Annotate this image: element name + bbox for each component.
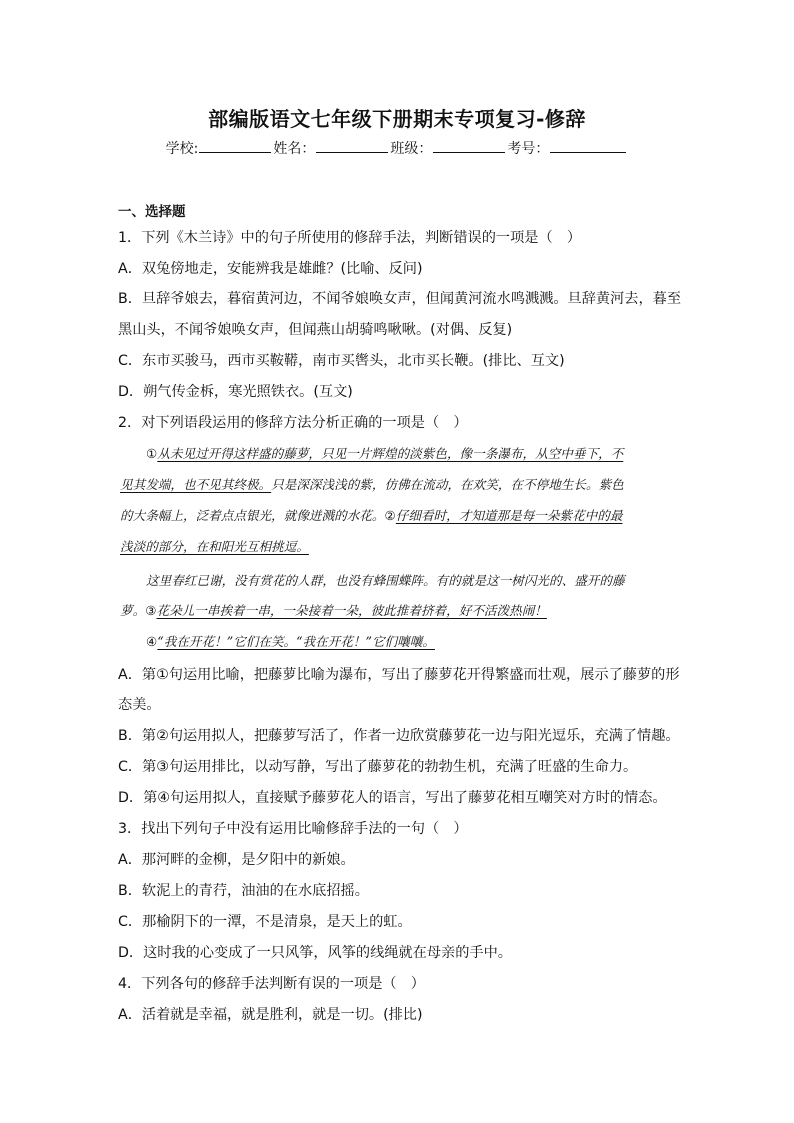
passage-line-5 bbox=[120, 571, 676, 591]
sentence-1-part2: 见其发端，也不见其终极。 bbox=[120, 477, 272, 492]
sentence-mark-4: ④ bbox=[146, 634, 158, 649]
sentence-mark-3: ③ bbox=[145, 603, 157, 618]
q2-stem: 2．对下列语段运用的修辞方法分析正确的一项是（ ） bbox=[118, 415, 468, 431]
passage-text-3: 的大条幅上，泛着点点银光，就像迸溅的水花。 bbox=[120, 508, 385, 523]
sentence-4: “我在开花！”它们在笑。“我在开花！”它们嚷嚷。 bbox=[157, 634, 435, 649]
passage-line-3 bbox=[120, 506, 676, 526]
passage-line-1 bbox=[120, 444, 676, 464]
q3-option-d: D．这时我的心变成了一只风筝，风筝的线绳就在母亲的手中。 bbox=[118, 945, 512, 961]
name-label: 姓名： bbox=[273, 141, 316, 157]
q2-option-a-line2: 态美。 bbox=[118, 697, 161, 713]
q4-stem: 4．下列各句的修辞手法判断有误的一项是（ ） bbox=[118, 976, 425, 992]
school-blank[interactable] bbox=[199, 138, 271, 153]
class-blank[interactable] bbox=[433, 138, 505, 153]
q2-option-b: B．第②句运用拟人，把藤萝写活了，作者一边欣赏藤萝花一边与阳光逗乐，充满了情趣。 bbox=[118, 728, 680, 744]
q2-option-d: D．第④句运用拟人，直接赋予藤萝花人的语言，写出了藤萝花相互嘲笑对方时的情态。 bbox=[118, 790, 667, 806]
q1-option-c: C．东市买骏马，西市买鞍鞯，南市买辔头，北市买长鞭。(排比、互文) bbox=[118, 353, 565, 369]
passage-line-7 bbox=[120, 632, 676, 652]
name-blank[interactable] bbox=[316, 138, 388, 153]
q3-option-b: B．软泥上的青荇，油油的在水底招摇。 bbox=[118, 883, 369, 899]
doc-title: 部编版语文七年级下册期末专项复习-修辞 bbox=[208, 107, 586, 131]
q1-option-a: A．双兔傍地走，安能辨我是雄雌？(比喻、反问) bbox=[118, 261, 423, 277]
passage-text-6: 萝。 bbox=[120, 603, 146, 618]
passage-line-6 bbox=[120, 601, 676, 621]
sentence-1-part1: 从未见过开得这样盛的藤萝，只见一片辉煌的淡紫色，像一条瀑布，从空中垂下，不 bbox=[157, 446, 624, 461]
sentence-mark-1: ① bbox=[146, 446, 158, 461]
q1-option-b-line2: 黑山头，不闻爷娘唤女声，但闻燕山胡骑鸣啾啾。(对偶、反复) bbox=[118, 322, 513, 338]
exam-no-blank[interactable] bbox=[550, 138, 626, 153]
school-label: 学校: bbox=[165, 141, 199, 157]
q4-option-a: A．活着就是幸福，就是胜利，就是一切。(排比) bbox=[118, 1007, 423, 1023]
q3-option-a: A．那河畔的金柳，是夕阳中的新娘。 bbox=[118, 852, 355, 868]
passage-line-4 bbox=[120, 537, 676, 557]
q1-option-b-line1: B．旦辞爷娘去，暮宿黄河边，不闻爷娘唤女声，但闻黄河流水鸣溅溅。旦辞黄河去，暮至 bbox=[118, 291, 682, 307]
q2-option-a-line1: A．第①句运用比喻，把藤萝比喻为瀑布，写出了藤萝花开得繁盛而壮观，展示了藤萝的形 bbox=[118, 667, 680, 683]
section-title: 一、选择题 bbox=[118, 204, 186, 220]
q3-option-c: C．那榆阴下的一潭，不是清泉，是天上的虹。 bbox=[118, 914, 412, 930]
exam-no-label: 考号： bbox=[507, 141, 550, 157]
passage-text-5: 这里春红已谢，没有赏花的人群，也没有蜂围蝶阵。有的就是这一树闪光的、盛开的藤 bbox=[146, 573, 625, 588]
student-info-line bbox=[0, 138, 794, 158]
sentence-3: 花朵儿一串挨着一串，一朵接着一朵，彼此推着挤着，好不活泼热闹！ bbox=[156, 603, 547, 618]
q2-option-c: C．第③句运用排比，以动写静，写出了藤萝花的勃勃生机，充满了旺盛的生命力。 bbox=[118, 759, 638, 775]
sentence-2-part2: 浅淡的部分，在和阳光互相挑逗。 bbox=[120, 539, 309, 554]
sentence-2-part1: 仔细看时，才知道那是每一朵紫花中的最 bbox=[395, 508, 623, 523]
q1-option-d: D．朔气传金柝，寒光照铁衣。(互文) bbox=[118, 384, 353, 400]
q3-stem: 3．找出下列句子中没有运用比喻修辞手法的一句（ ） bbox=[118, 821, 468, 837]
sentence-mark-2: ② bbox=[384, 508, 396, 523]
q1-stem: 1．下列《木兰诗》中的句子所使用的修辞手法，判断错误的一项是（ ） bbox=[118, 230, 582, 246]
passage-text-2: 只是深深浅浅的紫，仿佛在流动，在欢笑，在不停地生长。紫色 bbox=[271, 477, 624, 492]
passage-line-2 bbox=[120, 475, 676, 495]
class-label: 班级： bbox=[390, 141, 433, 157]
